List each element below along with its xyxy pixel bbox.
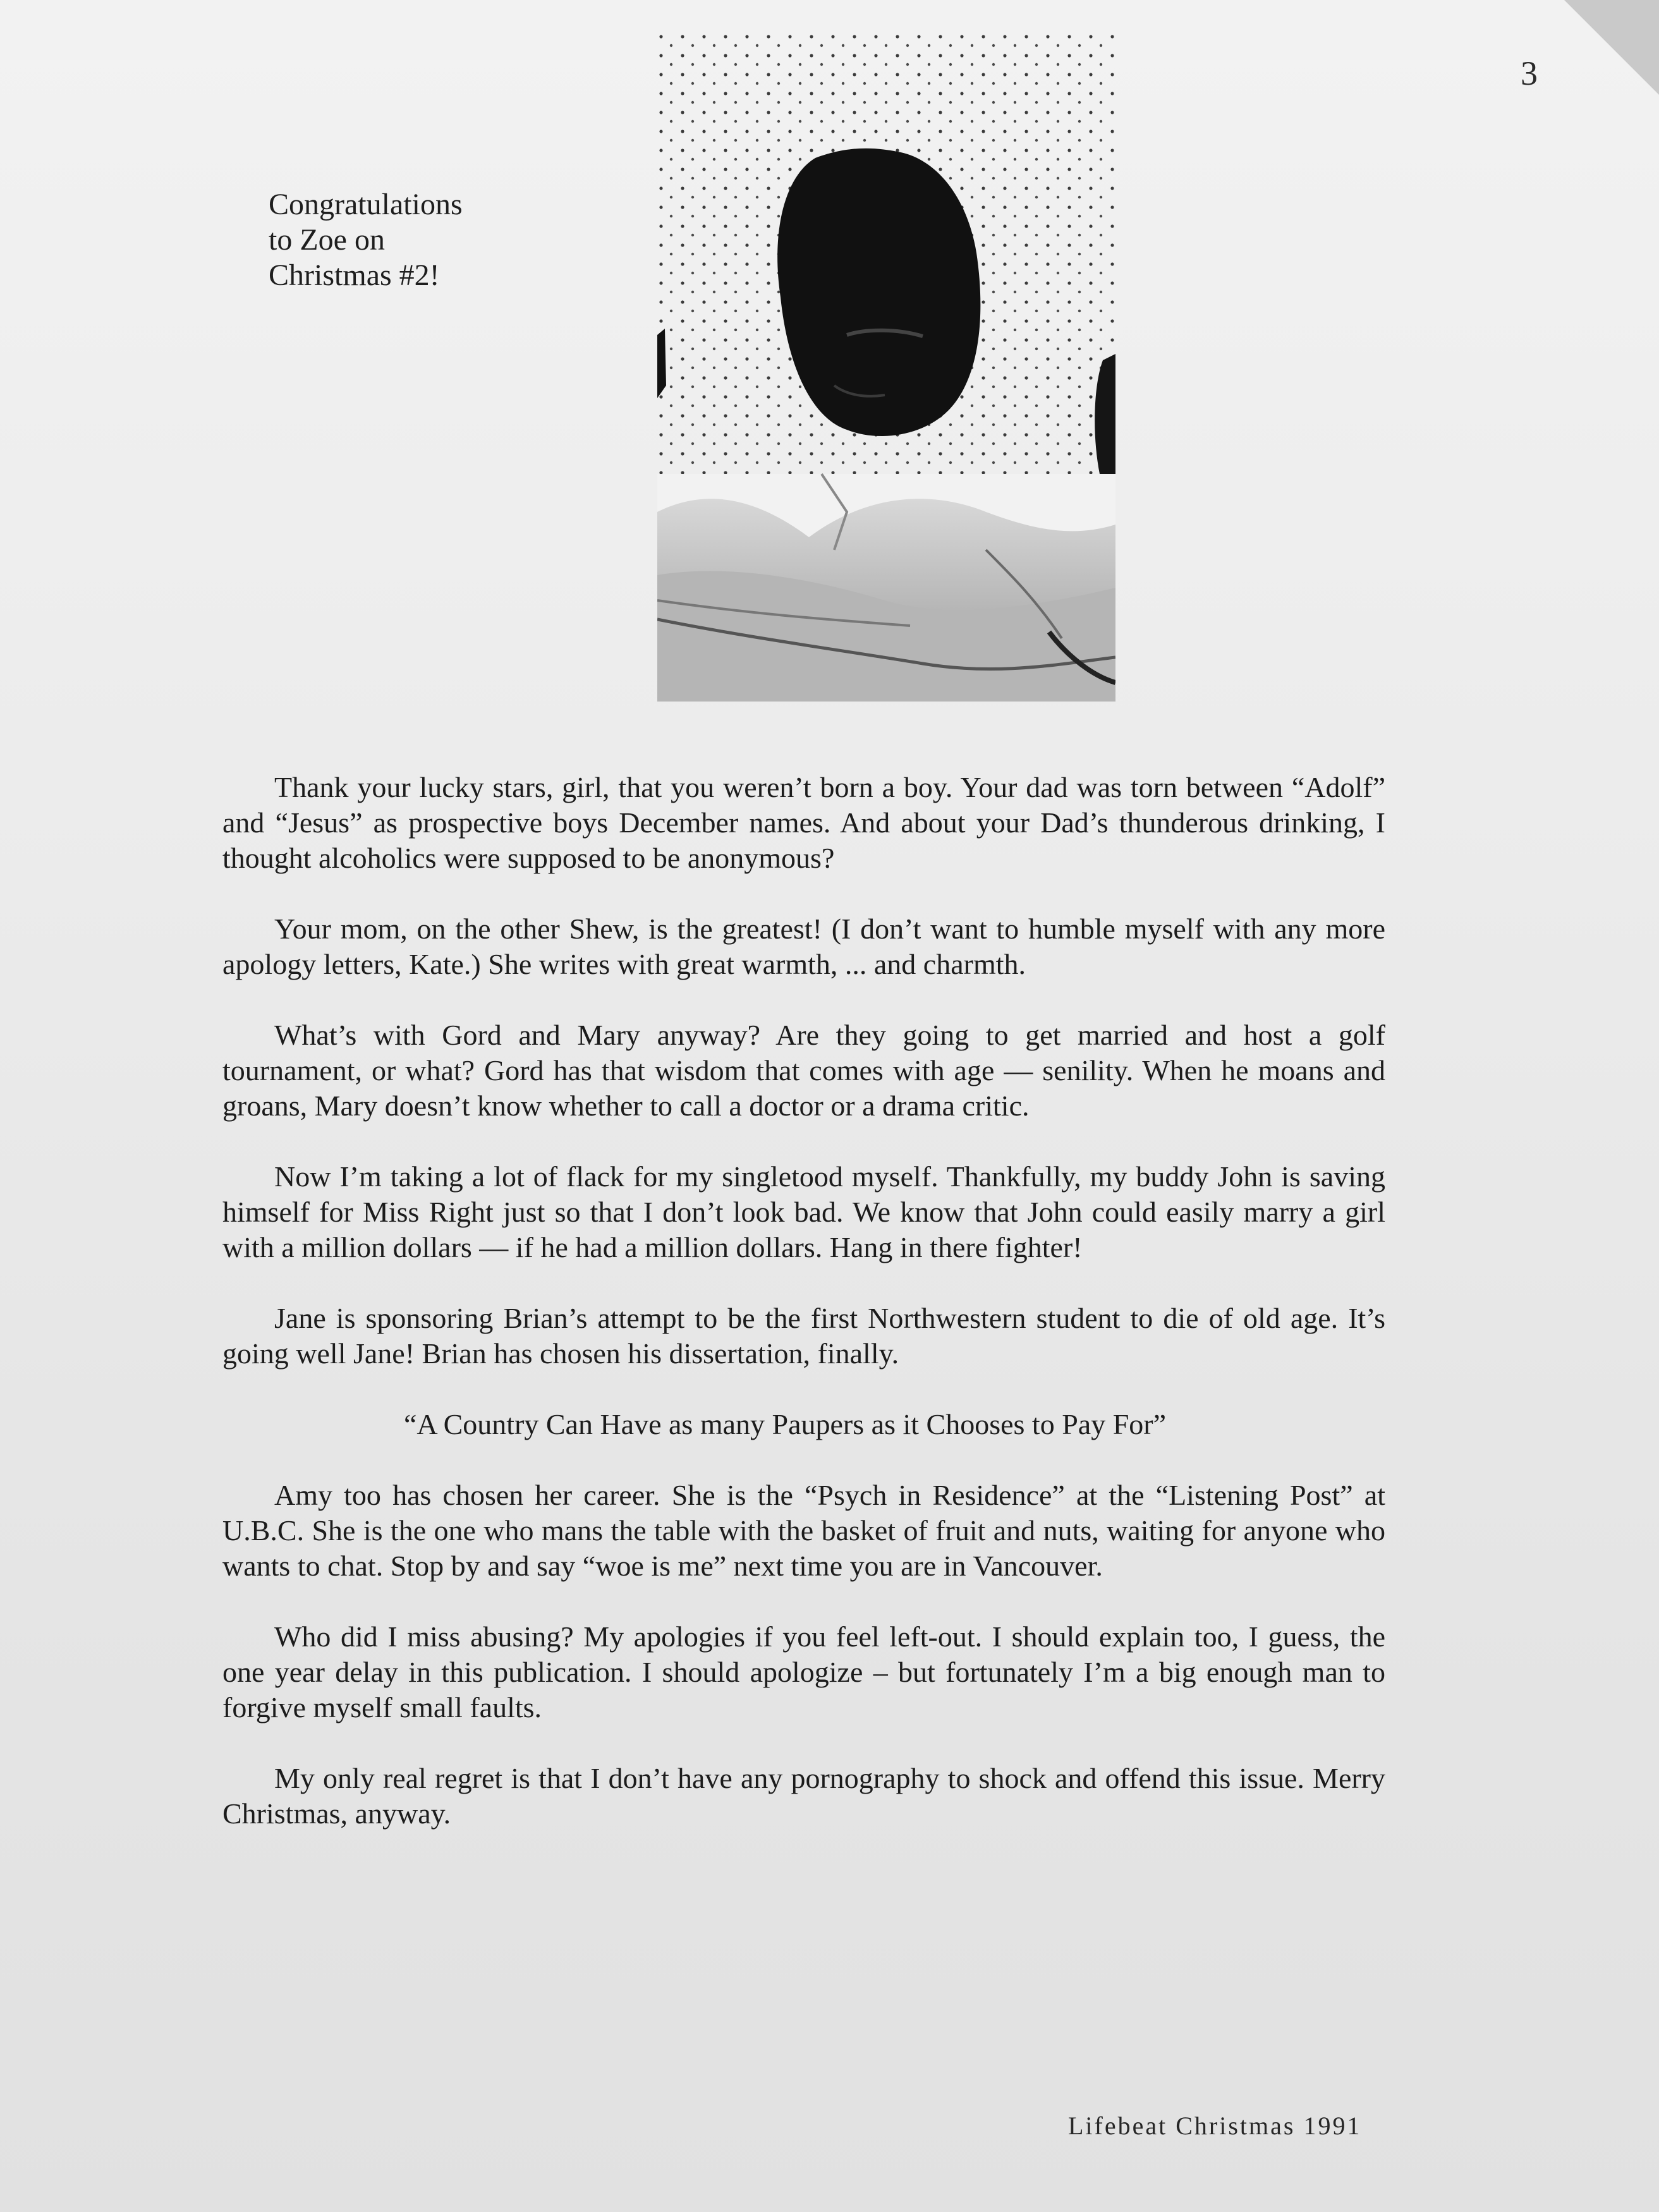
baby-photo	[657, 32, 1115, 702]
page-number: 3	[1521, 54, 1538, 92]
caption-line: Christmas #2!	[269, 258, 440, 292]
caption-line: to Zoe on	[269, 223, 385, 257]
caption-line: Congratulations	[269, 188, 463, 221]
paragraph: Who did I miss abusing? My apologies if you feel left-out. I should explain too, I guess, the one year delay in this publication. I should apologize – but fortunately I’m a big enough man to forgive myself small faults.	[222, 1620, 1385, 1723]
issue-footer: Lifebeat Christmas 1991	[1068, 2112, 1362, 2140]
paragraph: Now I’m taking a lot of flack for my singletood myself. Thankfully, my buddy John is saving himself for Miss Right just so that I don’t look bad. We know that John could easily marry a girl with a million dollars — if he had a million dollars. Hang in there fighter!	[222, 1160, 1385, 1263]
paragraph: What’s with Gord and Mary anyway? Are they going to get married and host a golf tournament, or what? Gord has that wisdom that comes with age — senility. When he moans and groans, Mary doesn’t know whether to call a doctor or a drama critic.	[222, 1019, 1385, 1122]
letter-body	[222, 770, 1385, 1867]
dissertation-title: “A Country Can Have as many Paupers as it Chooses to Pay For”	[403, 1408, 1167, 1440]
baby-photo-icon	[657, 32, 1115, 702]
paragraph: Thank your lucky stars, girl, that you weren’t born a boy. Your dad was torn between “Adolf” and “Jesus” as prospective boys December names. And about your Dad’s thunderous drinking, I thought alcoholics were supposed to be anonymous?	[222, 771, 1385, 874]
folded-page-corner	[1564, 0, 1659, 95]
photo-caption	[269, 187, 463, 293]
paragraph: Your mom, on the other Shew, is the greatest! (I don’t want to humble myself with any more apology letters, Kate.) She writes with great warmth, ... and charmth.	[222, 913, 1385, 980]
paragraph: Jane is sponsoring Brian’s attempt to be the first Northwestern student to die of old age. It’s going well Jane! Brian has chosen his dissertation, finally.	[222, 1302, 1385, 1370]
paragraph: Amy too has chosen her career. She is the “Psych in Residence” at the “Listening Post” at U.B.C. She is the one who mans the table with the basket of fruit and nuts, waiting for anyone who wants to chat. Stop by and say “woe is me” next time you are in Vancouver.	[222, 1479, 1385, 1582]
paragraph: My only real regret is that I don’t have any pornography to shock and offend this issue. Merry Christmas, anyway.	[222, 1762, 1385, 1830]
